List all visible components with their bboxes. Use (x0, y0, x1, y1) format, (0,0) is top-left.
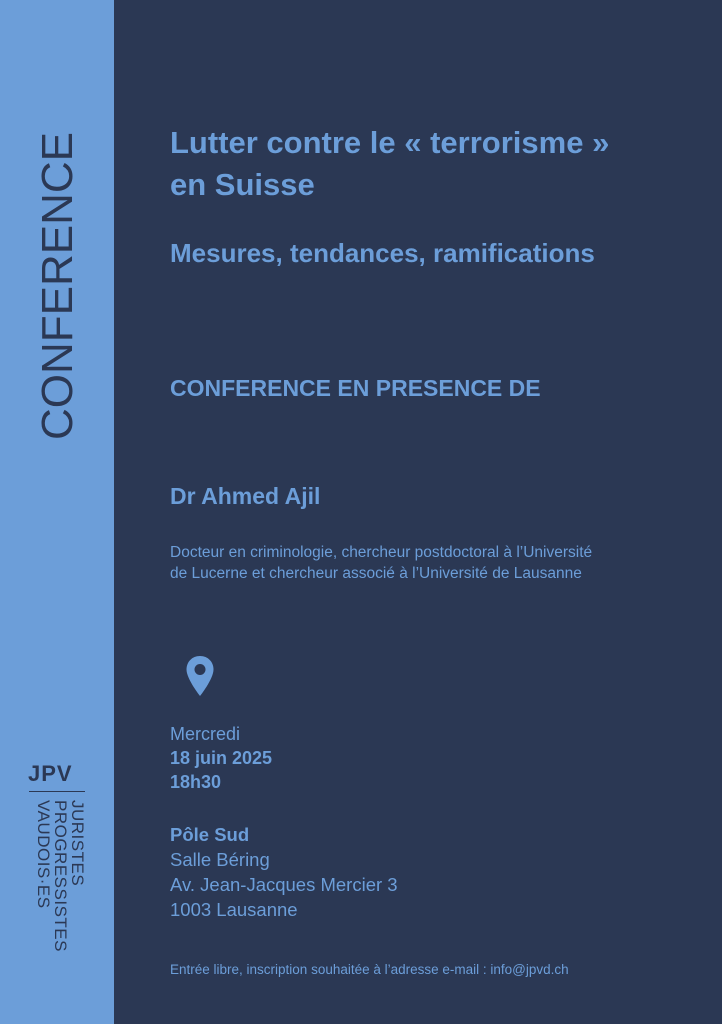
event-date: 18 juin 2025 (170, 748, 273, 768)
logo-divider (29, 791, 85, 792)
speaker-desc-line-1: Docteur en criminologie, chercheur postdoctoral à l’Université (170, 544, 593, 561)
event-time: 18h30 (170, 772, 222, 792)
venue-room: Salle Béring (170, 849, 270, 870)
event-datetime (170, 722, 272, 794)
logo-line-progressistes: PROGRESSISTES (51, 800, 70, 952)
speaker-desc-line-2: de Lucerne et chercheur associé à l’Université de Lausanne (170, 565, 582, 582)
presence-heading: CONFERENCE EN PRESENCE DE (170, 375, 541, 401)
logo-mark: JPV (28, 761, 73, 786)
vertical-title: CONFERENCE (33, 131, 82, 440)
venue-street: Av. Jean-Jacques Mercier 3 (170, 874, 398, 895)
title-line-2: en Suisse (170, 167, 315, 202)
title-line-1: Lutter contre le « terrorisme » (170, 125, 610, 160)
event-title (170, 122, 609, 206)
map-pin-icon (185, 655, 215, 702)
event-venue (170, 822, 398, 922)
event-day: Mercredi (170, 724, 241, 744)
logo-wordmark (35, 800, 86, 952)
logo-line-juristes: JURISTES (68, 800, 87, 887)
event-subtitle: Mesures, tendances, ramifications (170, 238, 595, 268)
speaker-name: Dr Ahmed Ajil (170, 483, 321, 509)
venue-city: 1003 Lausanne (170, 899, 298, 920)
logo-line-vaudois: VAUDOIS·ES (34, 800, 53, 909)
sidebar (0, 0, 114, 1024)
registration-note: Entrée libre, inscription souhaitée à l’adresse e-mail : info@jpvd.ch (170, 962, 569, 977)
venue-name: Pôle Sud (170, 824, 250, 845)
jpv-logo (28, 761, 87, 952)
speaker-description (170, 542, 690, 584)
